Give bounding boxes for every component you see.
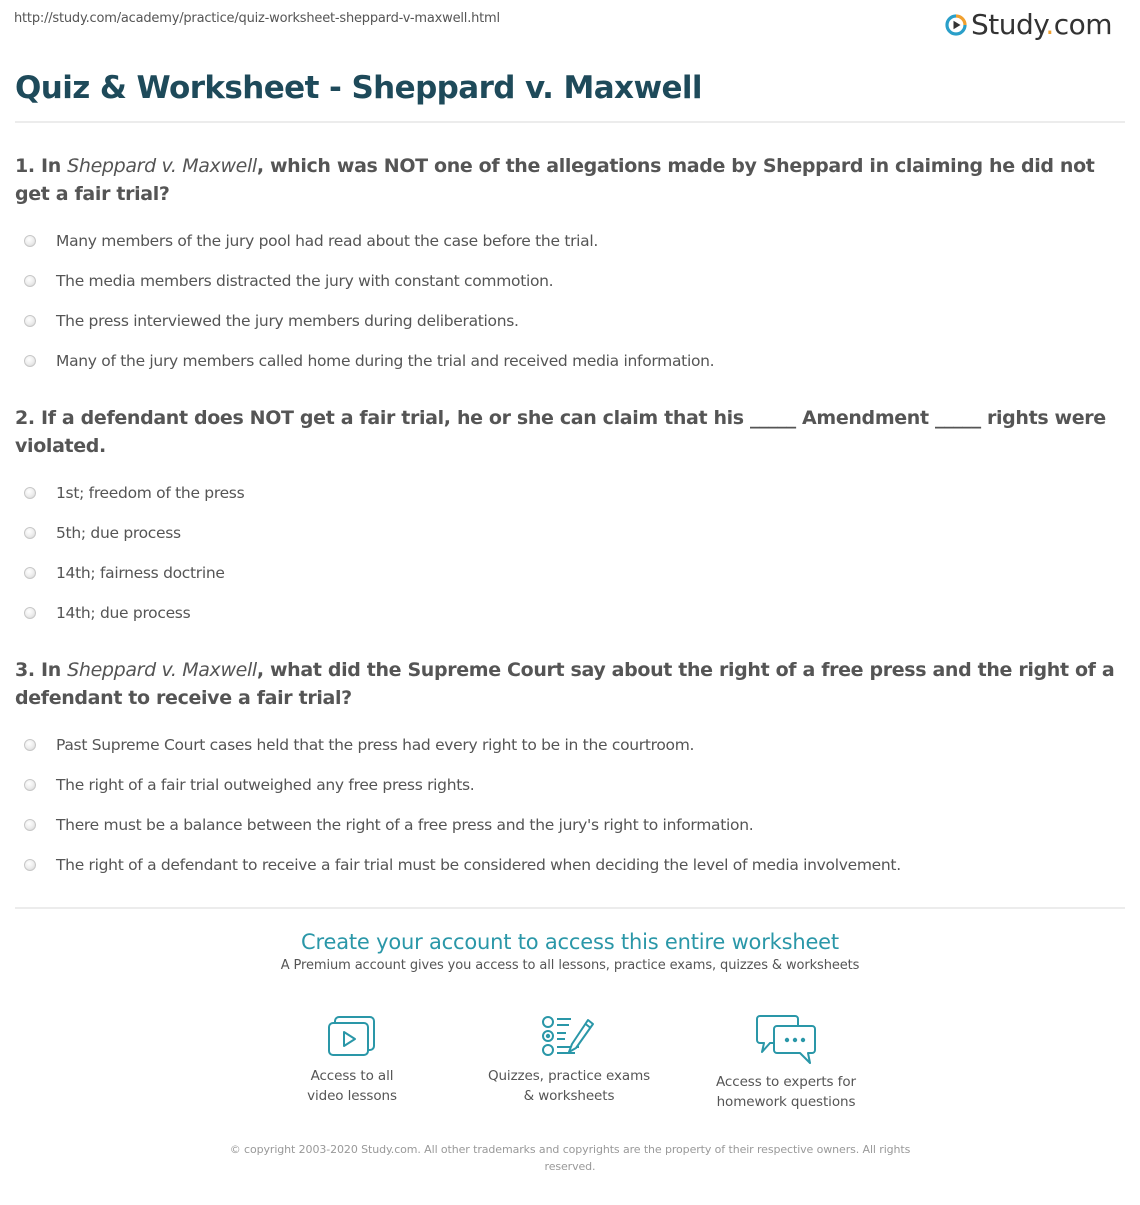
radio-button[interactable]: [24, 275, 36, 287]
feature-experts: [686, 1014, 886, 1112]
radio-button[interactable]: [24, 355, 36, 367]
answer-option[interactable]: There must be a balance between the right of a free press and the jury's right to information.: [15, 805, 1130, 845]
answer-option[interactable]: The right of a defendant to receive a fair trial must be considered when deciding the level of media involvement.: [15, 845, 1130, 885]
radio-button[interactable]: [24, 487, 36, 499]
feature-label: Quizzes, practice exams & worksheets: [487, 1068, 651, 1104]
play-circle-icon: [945, 14, 967, 36]
chat-bubbles-icon: [754, 1014, 818, 1064]
radio-button[interactable]: [24, 315, 36, 327]
answer-option[interactable]: 1st; freedom of the press: [15, 473, 1130, 513]
answer-option[interactable]: Many members of the jury pool had read about the case before the trial.: [15, 221, 1130, 261]
question-text: 3. In Sheppard v. Maxwell, what did the Supreme Court say about the right of a free press and the right of a defendant to receive a fair trial?: [15, 659, 1115, 709]
radio-button[interactable]: [24, 819, 36, 831]
logo-wordmark: Study.com: [971, 8, 1113, 41]
feature-label: Access to all video lessons: [307, 1068, 397, 1104]
answer-options: [15, 473, 1130, 633]
divider: [15, 907, 1125, 909]
question-text: 2. If a defendant does NOT get a fair trial, he or she can claim that his _____ Amendment _____ rights were violated.: [15, 407, 1106, 457]
radio-button[interactable]: [24, 567, 36, 579]
question-3: [15, 656, 1130, 885]
radio-button[interactable]: [24, 235, 36, 247]
answer-options: [15, 725, 1130, 885]
answer-option[interactable]: The right of a fair trial outweighed any free press rights.: [15, 765, 1130, 805]
copyright-notice: © copyright 2003-2020 Study.com. All other trademarks and copyrights are the property of their respective owners. All rights reserved.: [229, 1143, 911, 1173]
question-2: [15, 404, 1130, 633]
radio-button[interactable]: [24, 739, 36, 751]
divider: [15, 121, 1125, 123]
video-lessons-icon: [326, 1014, 378, 1058]
answer-option[interactable]: 14th; due process: [15, 593, 1130, 633]
feature-quizzes: [469, 1014, 669, 1106]
answer-option[interactable]: Past Supreme Court cases held that the press had every right to be in the courtroom.: [15, 725, 1130, 765]
answer-options: [15, 221, 1130, 381]
answer-option[interactable]: 5th; due process: [15, 513, 1130, 553]
study-logo[interactable]: [945, 8, 1112, 42]
cta-title-link[interactable]: Create your account to access this entire worksheet: [301, 930, 839, 954]
feature-label: Access to experts for homework questions: [716, 1074, 856, 1110]
radio-button[interactable]: [24, 527, 36, 539]
page-url: http://study.com/academy/practice/quiz-worksheet-sheppard-v-maxwell.html: [14, 11, 500, 26]
cta-subtitle: A Premium account gives you access to all lessons, practice exams, quizzes & worksheets: [280, 958, 860, 973]
radio-button[interactable]: [24, 779, 36, 791]
radio-button[interactable]: [24, 607, 36, 619]
signup-cta: [0, 930, 1140, 973]
answer-option[interactable]: The press interviewed the jury members during deliberations.: [15, 301, 1130, 341]
answer-option[interactable]: Many of the jury members called home during the trial and received media information.: [15, 341, 1130, 381]
page-title: Quiz & Worksheet - Sheppard v. Maxwell: [15, 70, 702, 106]
feature-video-lessons: [252, 1014, 452, 1106]
question-1: [15, 152, 1130, 381]
question-text: 1. In Sheppard v. Maxwell, which was NOT one of the allegations made by Sheppard in claiming he did not get a fair trial?: [15, 155, 1095, 205]
quiz-checklist-icon: [541, 1014, 597, 1058]
answer-option[interactable]: 14th; fairness doctrine: [15, 553, 1130, 593]
radio-button[interactable]: [24, 859, 36, 871]
answer-option[interactable]: The media members distracted the jury with constant commotion.: [15, 261, 1130, 301]
